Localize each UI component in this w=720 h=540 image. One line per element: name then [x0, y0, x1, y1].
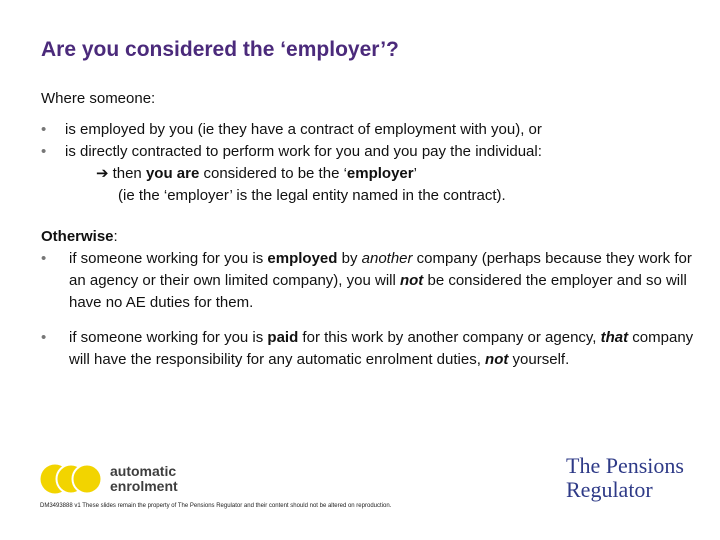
- bullet-text: is employed by you (ie they have a contract of employment with you), or: [65, 121, 542, 138]
- pensions-regulator-logo: [566, 454, 684, 502]
- conclusion-emphasis-you-are: you are: [145, 165, 200, 182]
- circles-logo-icon: [40, 462, 104, 496]
- otherwise-label: Otherwise: [41, 228, 114, 245]
- tpr-line-2: Regulator: [566, 477, 653, 502]
- conclusion-post: ’: [413, 165, 417, 182]
- bullet-text: is directly contracted to perform work for you and you pay the individual:: [65, 143, 542, 160]
- arrow-right-icon: ➔: [96, 165, 109, 182]
- bullet-icon: •: [41, 250, 47, 267]
- bullet-icon: •: [41, 121, 47, 138]
- conclusion-pre: then: [112, 165, 146, 182]
- automatic-enrolment-logo: [40, 462, 178, 496]
- conclusion-mid: considered to be the ‘: [199, 165, 347, 182]
- logo-wordmark: [110, 464, 178, 494]
- list-item: [41, 248, 701, 314]
- otherwise-colon: :: [113, 228, 118, 245]
- conclusion-emphasis-employer: employer: [346, 165, 414, 182]
- bullet-text: if someone working for you is paid for this work by another company or agency, that company will have the responsibility for any automatic enrolment duties, not yourself.: [69, 329, 694, 368]
- footer-disclaimer: DM3493888 v1 These slides remain the property of The Pensions Regulator and their content should not be altered on reproduction.: [40, 503, 392, 509]
- bullet-text: if someone working for you is employed by another company (perhaps because they work for an agency or their own limited company), you will not be considered the employer and so will have no AE duties for them.: [69, 250, 692, 311]
- slide-title: Are you considered the ‘employer’?: [41, 38, 399, 61]
- conclusion-line: [96, 163, 417, 185]
- bullet-icon: •: [41, 329, 47, 346]
- employer-definition-note: (ie the ‘employer’ is the legal entity named in the contract).: [118, 187, 506, 204]
- intro-text: Where someone:: [41, 90, 156, 107]
- list-item: [41, 141, 542, 163]
- logo-line-enrolment: enrolment: [110, 478, 178, 494]
- logo-line-automatic: automatic: [110, 463, 177, 479]
- list-item: [41, 119, 542, 141]
- employer-criteria-list: [41, 119, 542, 163]
- bullet-icon: •: [41, 143, 47, 160]
- otherwise-list: [41, 248, 701, 371]
- tpr-line-1: The Pensions: [566, 453, 684, 478]
- otherwise-heading: [41, 226, 118, 248]
- list-item: [41, 327, 701, 371]
